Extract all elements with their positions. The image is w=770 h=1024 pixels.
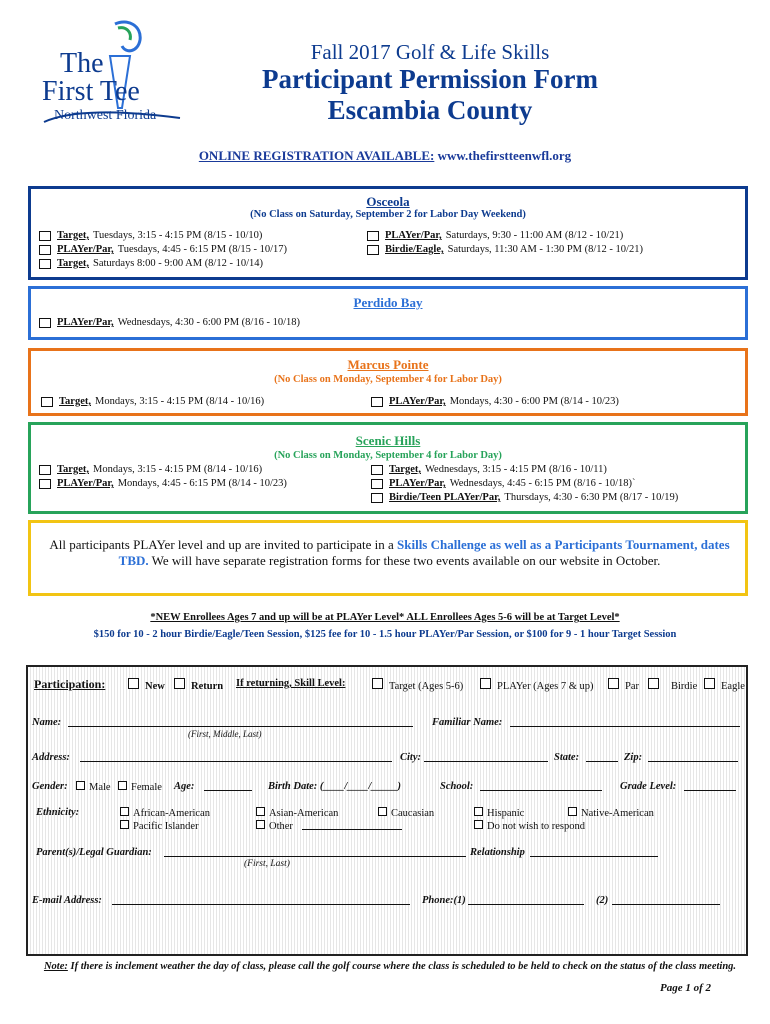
weather-note-label: Note: [43,961,68,972]
osceola-section [28,186,748,280]
perdido-bay-option[interactable]: PLAYer/Par, Wednesdays, 4:30 - 6:00 PM (8/16 - 10/18) [39,317,300,328]
guardian-hint: (First, Last) [244,859,290,869]
page-number: Page 1 of 2 [660,982,712,994]
checkbox[interactable] [39,245,51,255]
email-label: E-mail Address: [32,895,102,906]
grade-level-label: Grade Level: [620,781,677,792]
online-registration-label: ONLINE REGISTRATION AVAILABLE: [198,148,435,163]
checkbox[interactable] [76,781,85,790]
ethnicity-option[interactable]: Pacific Islander [120,820,199,832]
phone-1-field[interactable] [468,895,584,905]
scenic-hills-option[interactable]: Target, Mondays, 3:15 - 4:15 PM (8/14 - 10/16) [39,464,262,475]
age-field[interactable] [204,781,252,791]
age-label: Age: [174,781,195,792]
scenic-hills-option[interactable]: Birdie/Teen PLAYer/Par, Thursdays, 4:30 - 6:30 PM (8/17 - 10/19) [371,492,678,503]
return-option[interactable]: Return [174,678,223,692]
checkbox[interactable] [39,318,51,328]
city-label: City: [400,752,421,763]
osceola-option[interactable]: Target, Tuesdays, 3:15 - 4:15 PM (8/15 - 10/10) [39,230,262,241]
online-registration [0,148,770,164]
ethnicity-option[interactable]: Caucasian [378,807,434,819]
scenic-hills-section [28,422,748,514]
address-field[interactable] [80,752,392,762]
marcus-pointe-note: (No Class on Monday, September 4 for Labor Day) [274,374,502,385]
checkbox[interactable] [120,820,129,829]
marcus-pointe-title: Marcus Pointe [347,357,429,372]
logo-text-first-tee: First Tee [42,76,140,107]
osceola-note: (No Class on Saturday, September 2 for Labor Day Weekend) [250,209,526,220]
checkbox[interactable] [371,397,383,407]
checkbox[interactable] [371,465,383,475]
checkbox[interactable] [568,807,577,816]
session-fees: $150 for 10 - 2 hour Birdie/Eagle/Teen Session, $125 fee for 10 - 1.5 hour PLAYer/Par Session, or $100 for 9 - 1 hour Target Session [93,629,677,640]
birth-date-label[interactable]: Birth Date: (____/____/_____) [268,781,401,792]
scenic-hills-option[interactable]: Target, Wednesdays, 3:15 - 4:15 PM (8/16 - 10/11) [371,464,607,475]
level-birdie-option[interactable]: Birdie [648,678,697,692]
skills-challenge-highlight: Skills Challenge as well as a Participants Tournament, dates TBD. [118,537,730,568]
logo-text-region: Northwest Florida [54,108,157,123]
perdido-bay-title: Perdido Bay [353,295,423,310]
guardian-field[interactable] [164,847,466,857]
familiar-name-label: Familiar Name: [432,717,503,728]
weather-note-text: If there is inclement weather the day of class, please call the golf course where the class is scheduled to be held to check on the status of the class meeting. [67,961,737,972]
online-registration-link[interactable]: www.thefirstteenwfl.org [437,148,572,163]
email-field[interactable] [112,895,410,905]
level-target-option[interactable]: Target (Ages 5-6) [372,678,463,692]
gender-label: Gender: [32,781,68,792]
ethnicity-option[interactable]: Asian-American [256,807,338,819]
ethnicity-label: Ethnicity: [36,807,80,818]
ethnicity-option[interactable]: Other [256,820,293,832]
school-label: School: [440,781,474,792]
checkbox[interactable] [474,820,483,829]
checkbox[interactable] [648,678,659,689]
checkbox[interactable] [118,781,127,790]
logo-text-the: The [60,48,104,79]
checkbox[interactable] [39,259,51,269]
zip-field[interactable] [648,752,738,762]
participation-row [34,677,105,692]
checkbox[interactable] [39,231,51,241]
familiar-name-field[interactable] [510,717,740,727]
osceola-option[interactable]: Target, Saturdays 8:00 - 9:00 AM (8/12 - 10/14) [39,258,263,269]
guardian-label: Parent(s)/Legal Guardian: [36,847,152,858]
new-option[interactable]: New [128,678,165,692]
checkbox[interactable] [128,678,139,689]
ethnicity-option[interactable]: Hispanic [474,807,524,819]
scenic-hills-note: (No Class on Monday, September 4 for Labor Day) [274,450,502,461]
name-hint: (First, Middle, Last) [188,729,262,739]
enrollees-notice: *NEW Enrollees Ages 7 and up will be at PLAYer Level* ALL Enrollees Ages 5-6 will be at Target Level* [150,612,620,623]
scenic-hills-option[interactable]: PLAYer/Par, Mondays, 4:45 - 6:15 PM (8/14 - 10/23) [39,478,287,489]
checkbox[interactable] [480,678,491,689]
checkbox[interactable] [608,678,619,689]
gender-male-option[interactable]: Male [76,781,111,793]
checkbox[interactable] [378,807,387,816]
phone-1-label: Phone:(1) [422,895,466,906]
grade-level-field[interactable] [684,781,736,791]
zip-label: Zip: [624,752,643,763]
participant-info-form [26,665,748,956]
phone-2-field[interactable] [612,895,720,905]
checkbox[interactable] [256,820,265,829]
ethnicity-option[interactable]: Native-American [568,807,654,819]
checkbox[interactable] [367,231,379,241]
form-title [250,64,610,126]
checkbox[interactable] [704,678,715,689]
first-tee-logo [30,18,210,133]
checkbox[interactable] [39,479,51,489]
checkbox[interactable] [474,807,483,816]
state-field[interactable] [586,752,618,762]
checkbox[interactable] [367,245,379,255]
marcus-pointe-option[interactable]: PLAYer/Par, Mondays, 4:30 - 6:00 PM (8/14 - 10/23) [371,396,619,407]
city-field[interactable] [424,752,548,762]
name-label: Name: [32,717,62,728]
scenic-hills-title: Scenic Hills [355,433,421,448]
checkbox[interactable] [371,479,383,489]
form-subtitle: Fall 2017 Golf & Life Skills [310,40,550,64]
checkbox[interactable] [120,807,129,816]
state-label: State: [554,752,580,763]
ethnicity-other-field[interactable] [302,820,402,830]
ethnicity-option[interactable]: African-American [120,807,210,819]
osceola-option[interactable]: PLAYer/Par, Tuesdays, 4:45 - 6:15 PM (8/15 - 10/17) [39,244,287,255]
checkbox[interactable] [174,678,185,689]
marcus-pointe-option[interactable]: Target, Mondays, 3:15 - 4:15 PM (8/14 - 10/16) [41,396,264,407]
checkbox[interactable] [41,397,53,407]
relationship-label: Relationship [470,847,525,858]
skill-level-label: If returning, Skill Level: [236,678,346,689]
name-field[interactable] [68,717,413,727]
osceola-title: Osceola [366,194,410,209]
checkbox[interactable] [371,493,383,503]
checkbox[interactable] [256,807,265,816]
skills-challenge-section [28,520,748,596]
form-title-line-2: Escambia County [327,95,533,125]
level-eagle-option[interactable]: Eagle [704,678,745,692]
perdido-bay-section [28,286,748,340]
level-par-option[interactable]: Par [608,678,639,692]
participation-label: Participation: [34,677,106,691]
skills-challenge-text: All participants PLAYer level and up are invited to participate in a Skills Challenge as well as a Participants Tournament, dates TBD. We will have separate registration forms for these two events available on our website in October. [49,537,730,568]
form-title-line-1: Participant Permission Form [262,64,598,94]
ethnicity-option[interactable]: Do not wish to respond [474,820,585,832]
phone-2-label: (2) [596,895,609,906]
checkbox[interactable] [39,465,51,475]
checkbox[interactable] [372,678,383,689]
school-field[interactable] [480,781,602,791]
level-player-option[interactable]: PLAYer (Ages 7 & up) [480,678,594,692]
scenic-hills-option[interactable]: PLAYer/Par, Wednesdays, 4:45 - 6:15 PM (8/16 - 10/18)` [371,478,636,489]
relationship-field[interactable] [530,847,658,857]
osceola-option[interactable]: PLAYer/Par, Saturdays, 9:30 - 11:00 AM (8/12 - 10/21) [367,230,623,241]
weather-note [40,960,740,973]
osceola-option[interactable]: Birdie/Eagle, Saturdays, 11:30 AM - 1:30 PM (8/12 - 10/21) [367,244,643,255]
gender-female-option[interactable]: Female [118,781,162,793]
address-label: Address: [32,752,70,763]
marcus-pointe-section [28,348,748,416]
